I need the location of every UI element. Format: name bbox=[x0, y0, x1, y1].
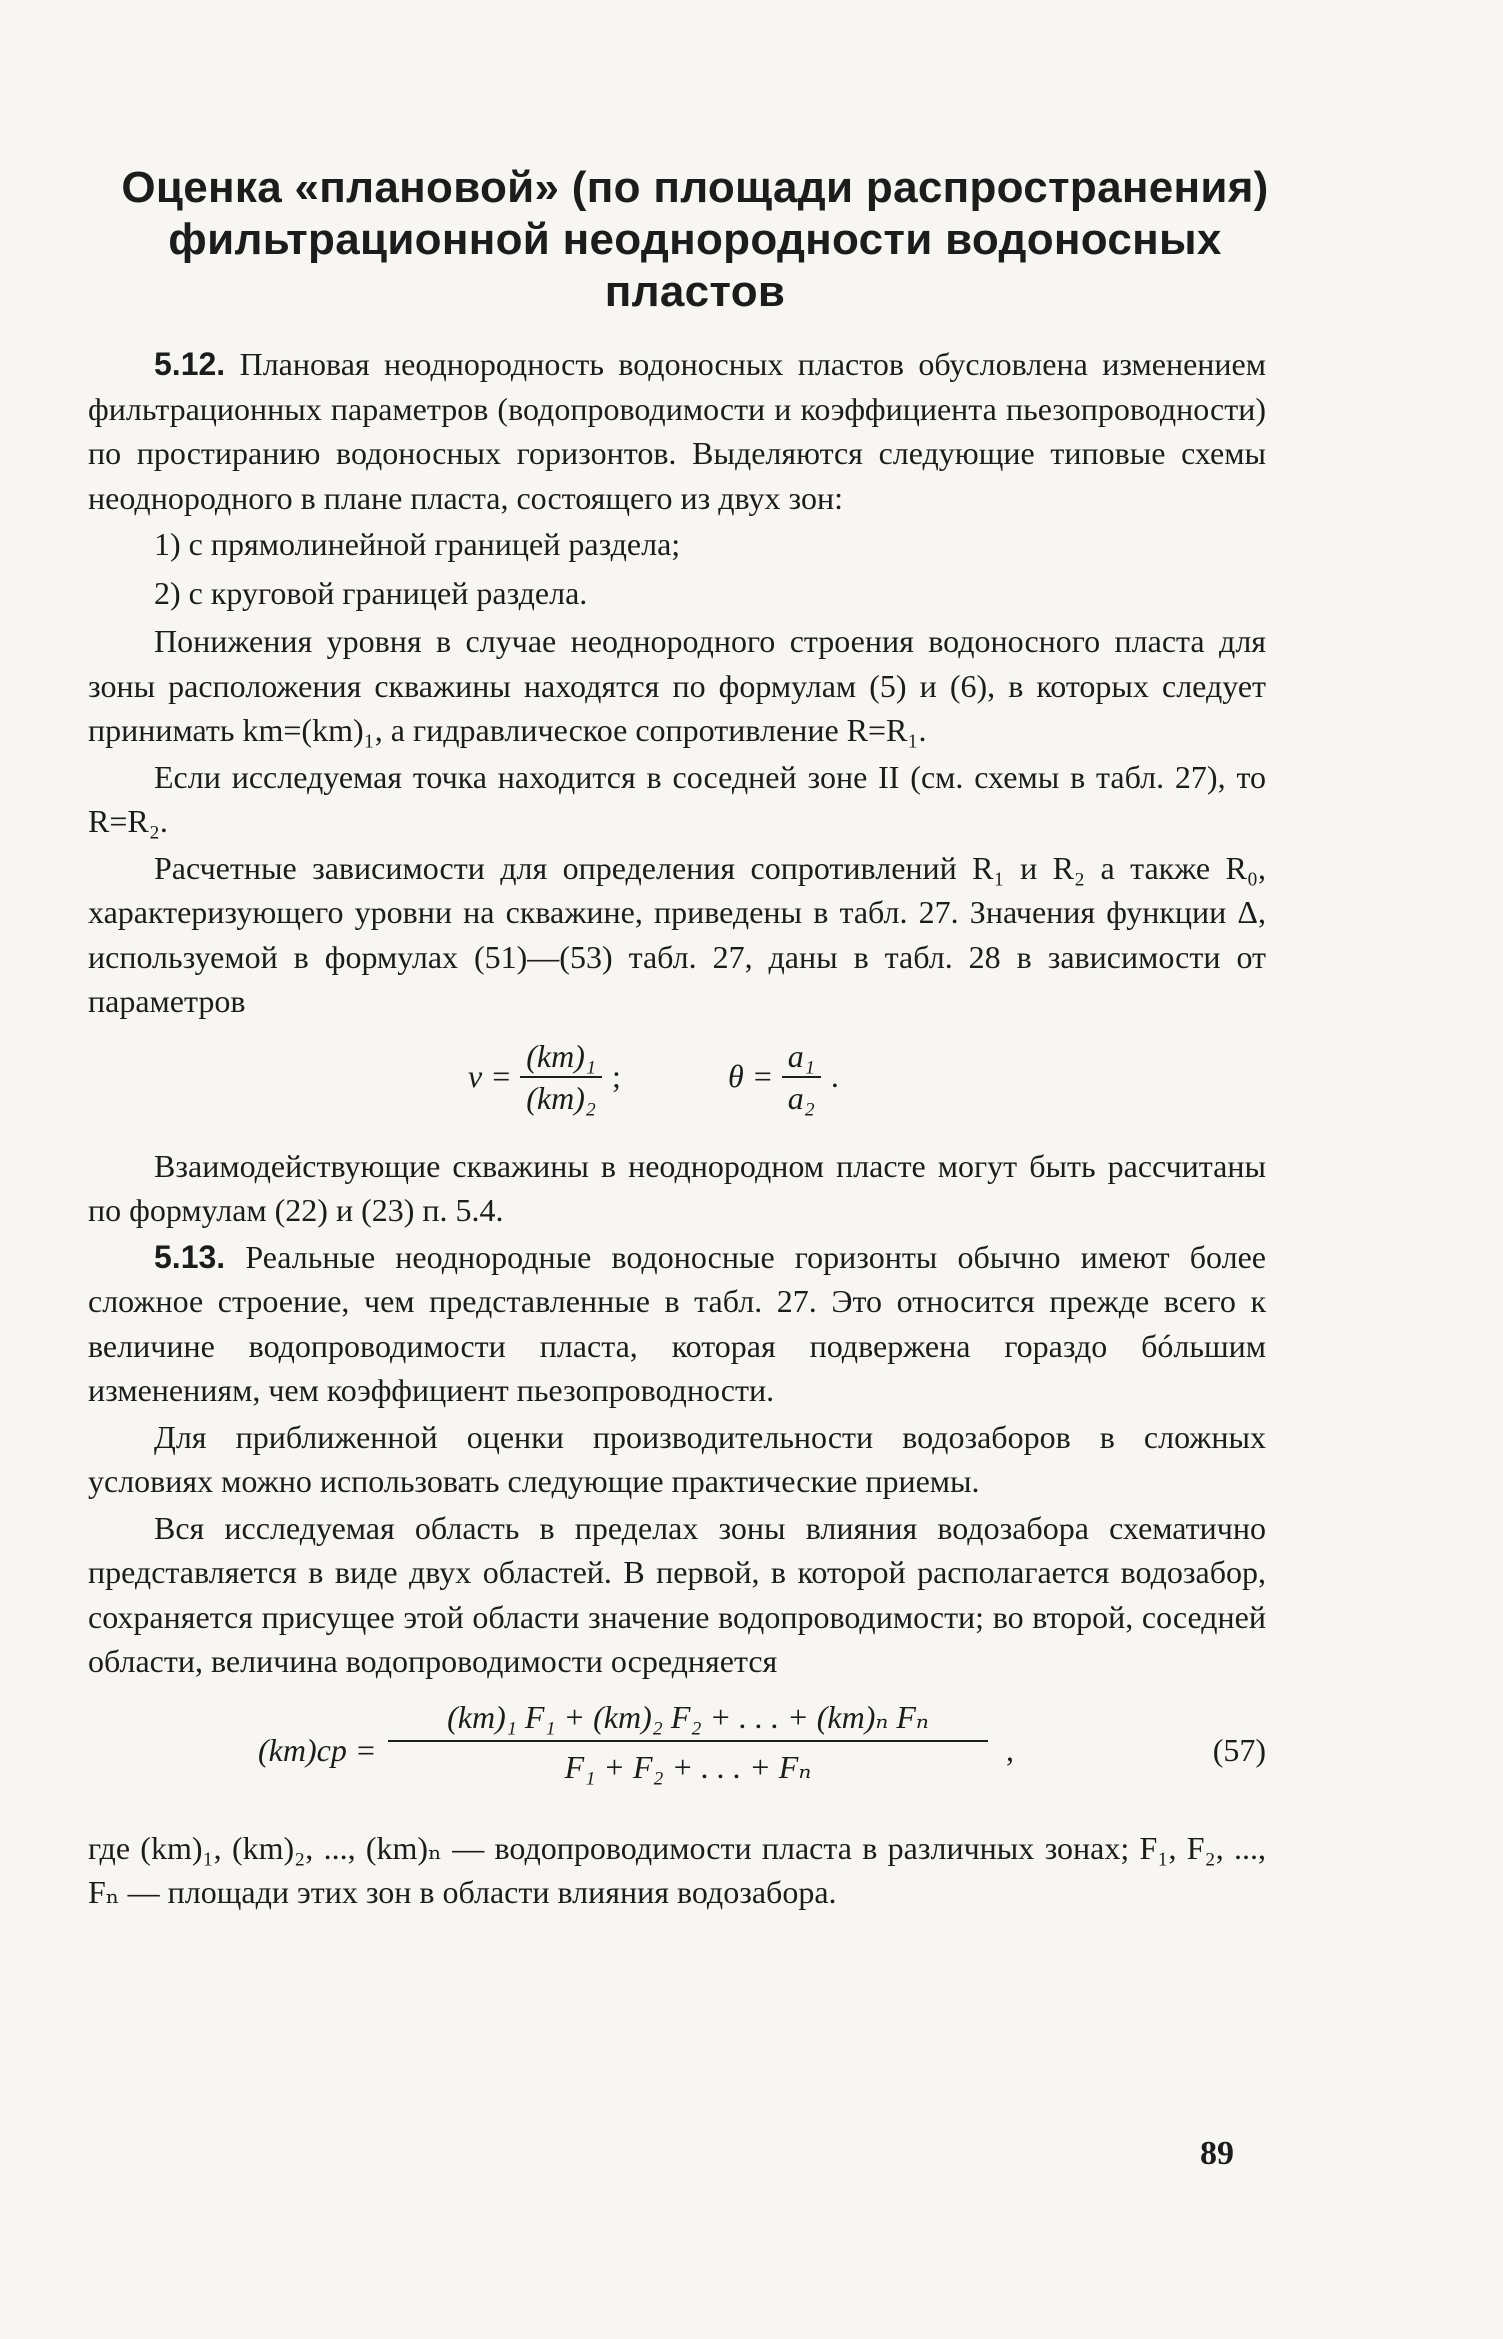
period: . bbox=[830, 1058, 839, 1095]
equation-number: (57) bbox=[1212, 1731, 1266, 1768]
paragraph: Вся исследуемая область в пределах зоны влияния водозабора схематично представляется в виде двух областей. В первой, в которой располагается водозабор, сохраняется присущее этой области значение водопроводимости; во второй, соседней области, величина водопроводимости осредняется bbox=[88, 1509, 1266, 1679]
paragraph-5-12 bbox=[88, 342, 1266, 520]
denominator: (km)₂ bbox=[526, 1079, 596, 1116]
numerator: a₁ bbox=[782, 1036, 821, 1078]
paragraph: Расчетные зависимости для определения сопротивлений R₁ и R₂ а также R₀, характеризующего уровни на скважине, приведены в табл. 27. Значения функции Δ, используемой в формулах (51)—(53) табл. 27, даны в табл. 28 в зависимости от параметров bbox=[88, 849, 1266, 1019]
paragraph-text: Плановая неоднородность водоносных пластов обусловлена изменением фильтрационных параметров (водопроводимости и коэффициента пьезопроводности) по простиранию водоносных горизонтов. Выделяются следующие типовые схемы неоднородного в плане пласта, состоящего из двух зон: bbox=[88, 346, 1266, 516]
paragraph-definitions: где (km)₁, (km)₂, ..., (km)ₙ — водопроводимости пласта в различных зонах; F₁, F₂, ..., Fₙ — площади этих зон в области влияния водозабора. bbox=[88, 1829, 1266, 1910]
comma: , bbox=[1006, 1731, 1014, 1768]
formula-theta bbox=[728, 1036, 839, 1118]
fraction-km bbox=[520, 1036, 602, 1118]
symbol-theta: θ bbox=[728, 1058, 744, 1095]
formula-57 bbox=[88, 1694, 1266, 1812]
numerator: (km)₁ bbox=[520, 1036, 602, 1078]
formula-fraction bbox=[388, 1694, 988, 1792]
list-item: 1) с прямолинейной границей раздела; bbox=[154, 526, 681, 562]
list-item: 2) с круговой границей раздела. bbox=[154, 574, 588, 611]
paragraph: Для приближенной оценки производительности водозаборов в сложных условиях можно использовать следующие практические приемы. bbox=[88, 1418, 1266, 1499]
fraction-a bbox=[782, 1036, 821, 1118]
equals-sign: = bbox=[492, 1058, 511, 1095]
section-number: 5.12. bbox=[154, 346, 226, 382]
title-line-1: Оценка «плановой» (по площади распространения) bbox=[121, 163, 1269, 212]
title-line-3: пластов bbox=[604, 267, 786, 316]
denominator: F₁ + F₂ + . . . + Fₙ bbox=[564, 1748, 812, 1785]
paragraph: Если исследуемая точка находится в соседней зоне II (см. схемы в табл. 27), то R=R₂. bbox=[88, 758, 1266, 839]
body-text bbox=[88, 342, 1266, 1917]
formula-lhs: (km)ср = bbox=[258, 1731, 377, 1768]
page-number: 89 bbox=[1200, 2135, 1234, 2172]
separator: ; bbox=[612, 1058, 621, 1095]
numerator: (km)₁ F₁ + (km)₂ F₂ + . . . + (km)ₙ Fₙ bbox=[388, 1694, 988, 1742]
paragraph: Понижения уровня в случае неоднородного строения водоносного пласта для зоны расположения скважины находятся по формулам (5) и (6), в которых следует принимать km=(km)₁, а гидравлическое сопротивление R=R₁. bbox=[88, 623, 1266, 748]
title-line-2: фильтрационной неоднородности водоносных bbox=[168, 215, 1222, 264]
paragraph-5-13 bbox=[88, 1235, 1266, 1413]
symbol-nu: ν bbox=[468, 1058, 483, 1095]
denominator: a₂ bbox=[787, 1079, 815, 1116]
section-number: 5.13. bbox=[154, 1238, 226, 1275]
formula-parameters bbox=[88, 1030, 1266, 1138]
section-title bbox=[100, 162, 1290, 318]
paragraph-text: Реальные неоднородные водоносные горизонты обычно имеют более сложное строение, чем представленные в табл. 27. Это относится прежде всего к величине водопроводимости пласта, которая подвержена гораздо бóльшим изменениям, чем коэффициент пьезопроводности. bbox=[88, 1238, 1266, 1408]
paragraph: Взаимодействующие скважины в неоднородном пласте могут быть рассчитаны по формулам (22) и (23) п. 5.4. bbox=[88, 1147, 1266, 1228]
equals-sign: = bbox=[753, 1058, 772, 1095]
formula-nu bbox=[468, 1036, 621, 1118]
